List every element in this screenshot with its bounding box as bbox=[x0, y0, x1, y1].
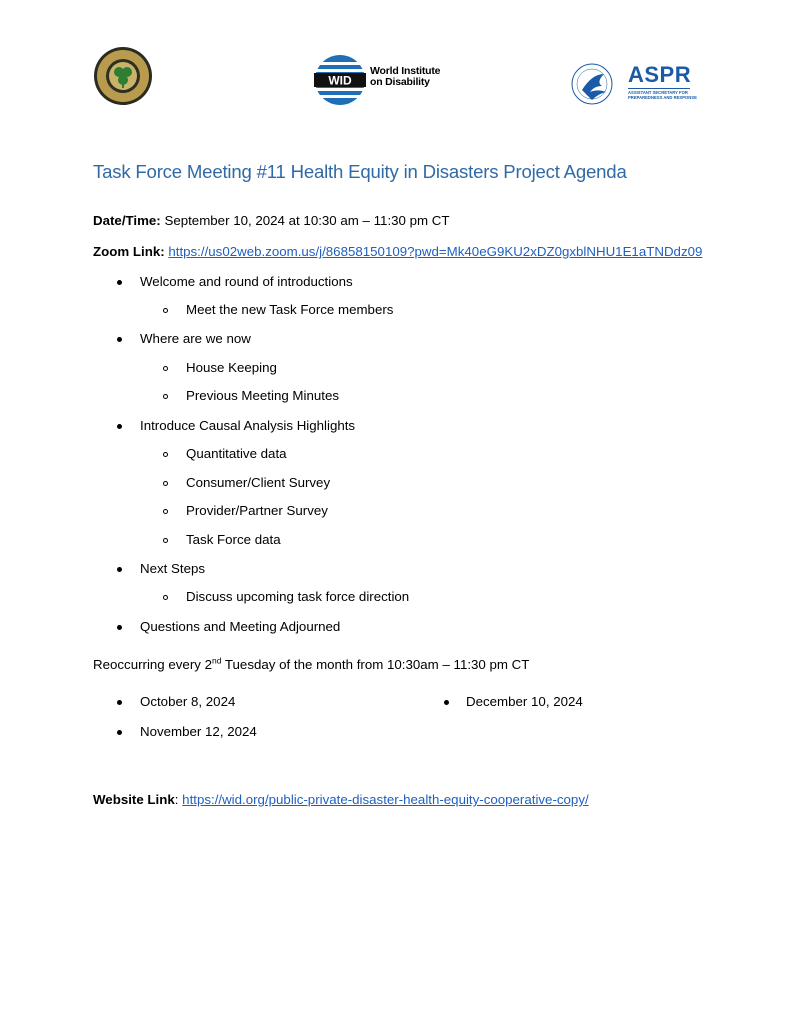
recurring-line bbox=[93, 657, 529, 673]
agenda-item: Where are we now bbox=[140, 331, 251, 346]
website-label: Website Link bbox=[93, 792, 175, 807]
aspr-name: ASPR bbox=[628, 62, 692, 87]
agenda-subitem: Consumer/Client Survey bbox=[186, 475, 331, 490]
sub-bullet-circle bbox=[163, 366, 168, 371]
website-colon: : bbox=[174, 792, 183, 807]
aspr-logo bbox=[570, 60, 697, 112]
agenda-subitem: Quantitative data bbox=[186, 446, 287, 461]
bullet-dot bbox=[117, 567, 122, 572]
sub-bullet-circle bbox=[163, 595, 168, 600]
datetime-line bbox=[93, 213, 450, 229]
county-seal-logo bbox=[93, 46, 153, 106]
aspr-subtitle: ASSISTANT SECRETARY FOR PREPAREDNESS AND RESPONSE bbox=[628, 90, 697, 100]
website-link[interactable]: https://wid.org/public-private-disaster-health-equity-cooperative-copy/ bbox=[182, 792, 589, 807]
aspr-divider bbox=[628, 88, 690, 89]
agenda-item: Questions and Meeting Adjourned bbox=[140, 619, 341, 634]
agenda-subitem: Meet the new Task Force members bbox=[186, 302, 394, 317]
recurring-text-rest: Tuesday of the month from 10:30am – 11:30 pm CT bbox=[221, 657, 530, 672]
bullet-dot bbox=[444, 700, 449, 705]
zoom-line bbox=[93, 244, 702, 260]
hhs-eagle-icon bbox=[570, 60, 624, 112]
sub-bullet-circle bbox=[163, 452, 168, 457]
bullet-dot bbox=[117, 280, 122, 285]
agenda-subitem: Previous Meeting Minutes bbox=[186, 388, 339, 403]
sub-bullet-circle bbox=[163, 481, 168, 486]
sub-bullet-circle bbox=[163, 394, 168, 399]
agenda-subitem: Discuss upcoming task force direction bbox=[186, 589, 410, 604]
sub-bullet-circle bbox=[163, 509, 168, 514]
recurring-ordinal: nd bbox=[211, 655, 222, 666]
sub-bullet-circle bbox=[163, 308, 168, 313]
agenda-item: Next Steps bbox=[140, 561, 206, 576]
wid-name: World Institute on Disability bbox=[370, 65, 441, 88]
date-item: October 8, 2024 bbox=[140, 694, 236, 709]
date-item: November 12, 2024 bbox=[140, 724, 257, 739]
bullet-dot bbox=[117, 700, 122, 705]
datetime-label: Date/Time: bbox=[93, 213, 161, 228]
agenda-subitem: Task Force data bbox=[186, 532, 281, 547]
bullet-dot bbox=[117, 625, 122, 630]
bullet-dot bbox=[117, 337, 122, 342]
bullet-dot bbox=[117, 424, 122, 429]
website-line bbox=[93, 792, 589, 808]
wid-logo bbox=[314, 54, 464, 108]
datetime-value: September 10, 2024 at 10:30 am – 11:30 pm CT bbox=[164, 213, 450, 228]
wid-globe-icon bbox=[314, 54, 366, 106]
bullet-dot bbox=[117, 730, 122, 735]
agenda-title: Task Force Meeting #11 Health Equity in Disasters Project Agenda bbox=[93, 161, 627, 182]
agenda-item: Introduce Causal Analysis Highlights bbox=[140, 418, 356, 433]
agenda-item: Welcome and round of introductions bbox=[140, 274, 353, 289]
svg-text:WID: WID bbox=[328, 73, 352, 88]
recurring-text: Reoccurring every 2 bbox=[93, 657, 212, 672]
logo-row bbox=[0, 40, 791, 120]
zoom-link[interactable]: https://us02web.zoom.us/j/86858150109?pwd=Mk40eG9KU2xDZ0gxblNHU1E1aTNDdz09 bbox=[168, 244, 703, 259]
sub-bullet-circle bbox=[163, 538, 168, 543]
agenda-subitem: Provider/Partner Survey bbox=[186, 503, 328, 518]
date-item: December 10, 2024 bbox=[466, 694, 583, 709]
zoom-label: Zoom Link: bbox=[93, 244, 165, 259]
agenda-subitem: House Keeping bbox=[186, 360, 277, 375]
